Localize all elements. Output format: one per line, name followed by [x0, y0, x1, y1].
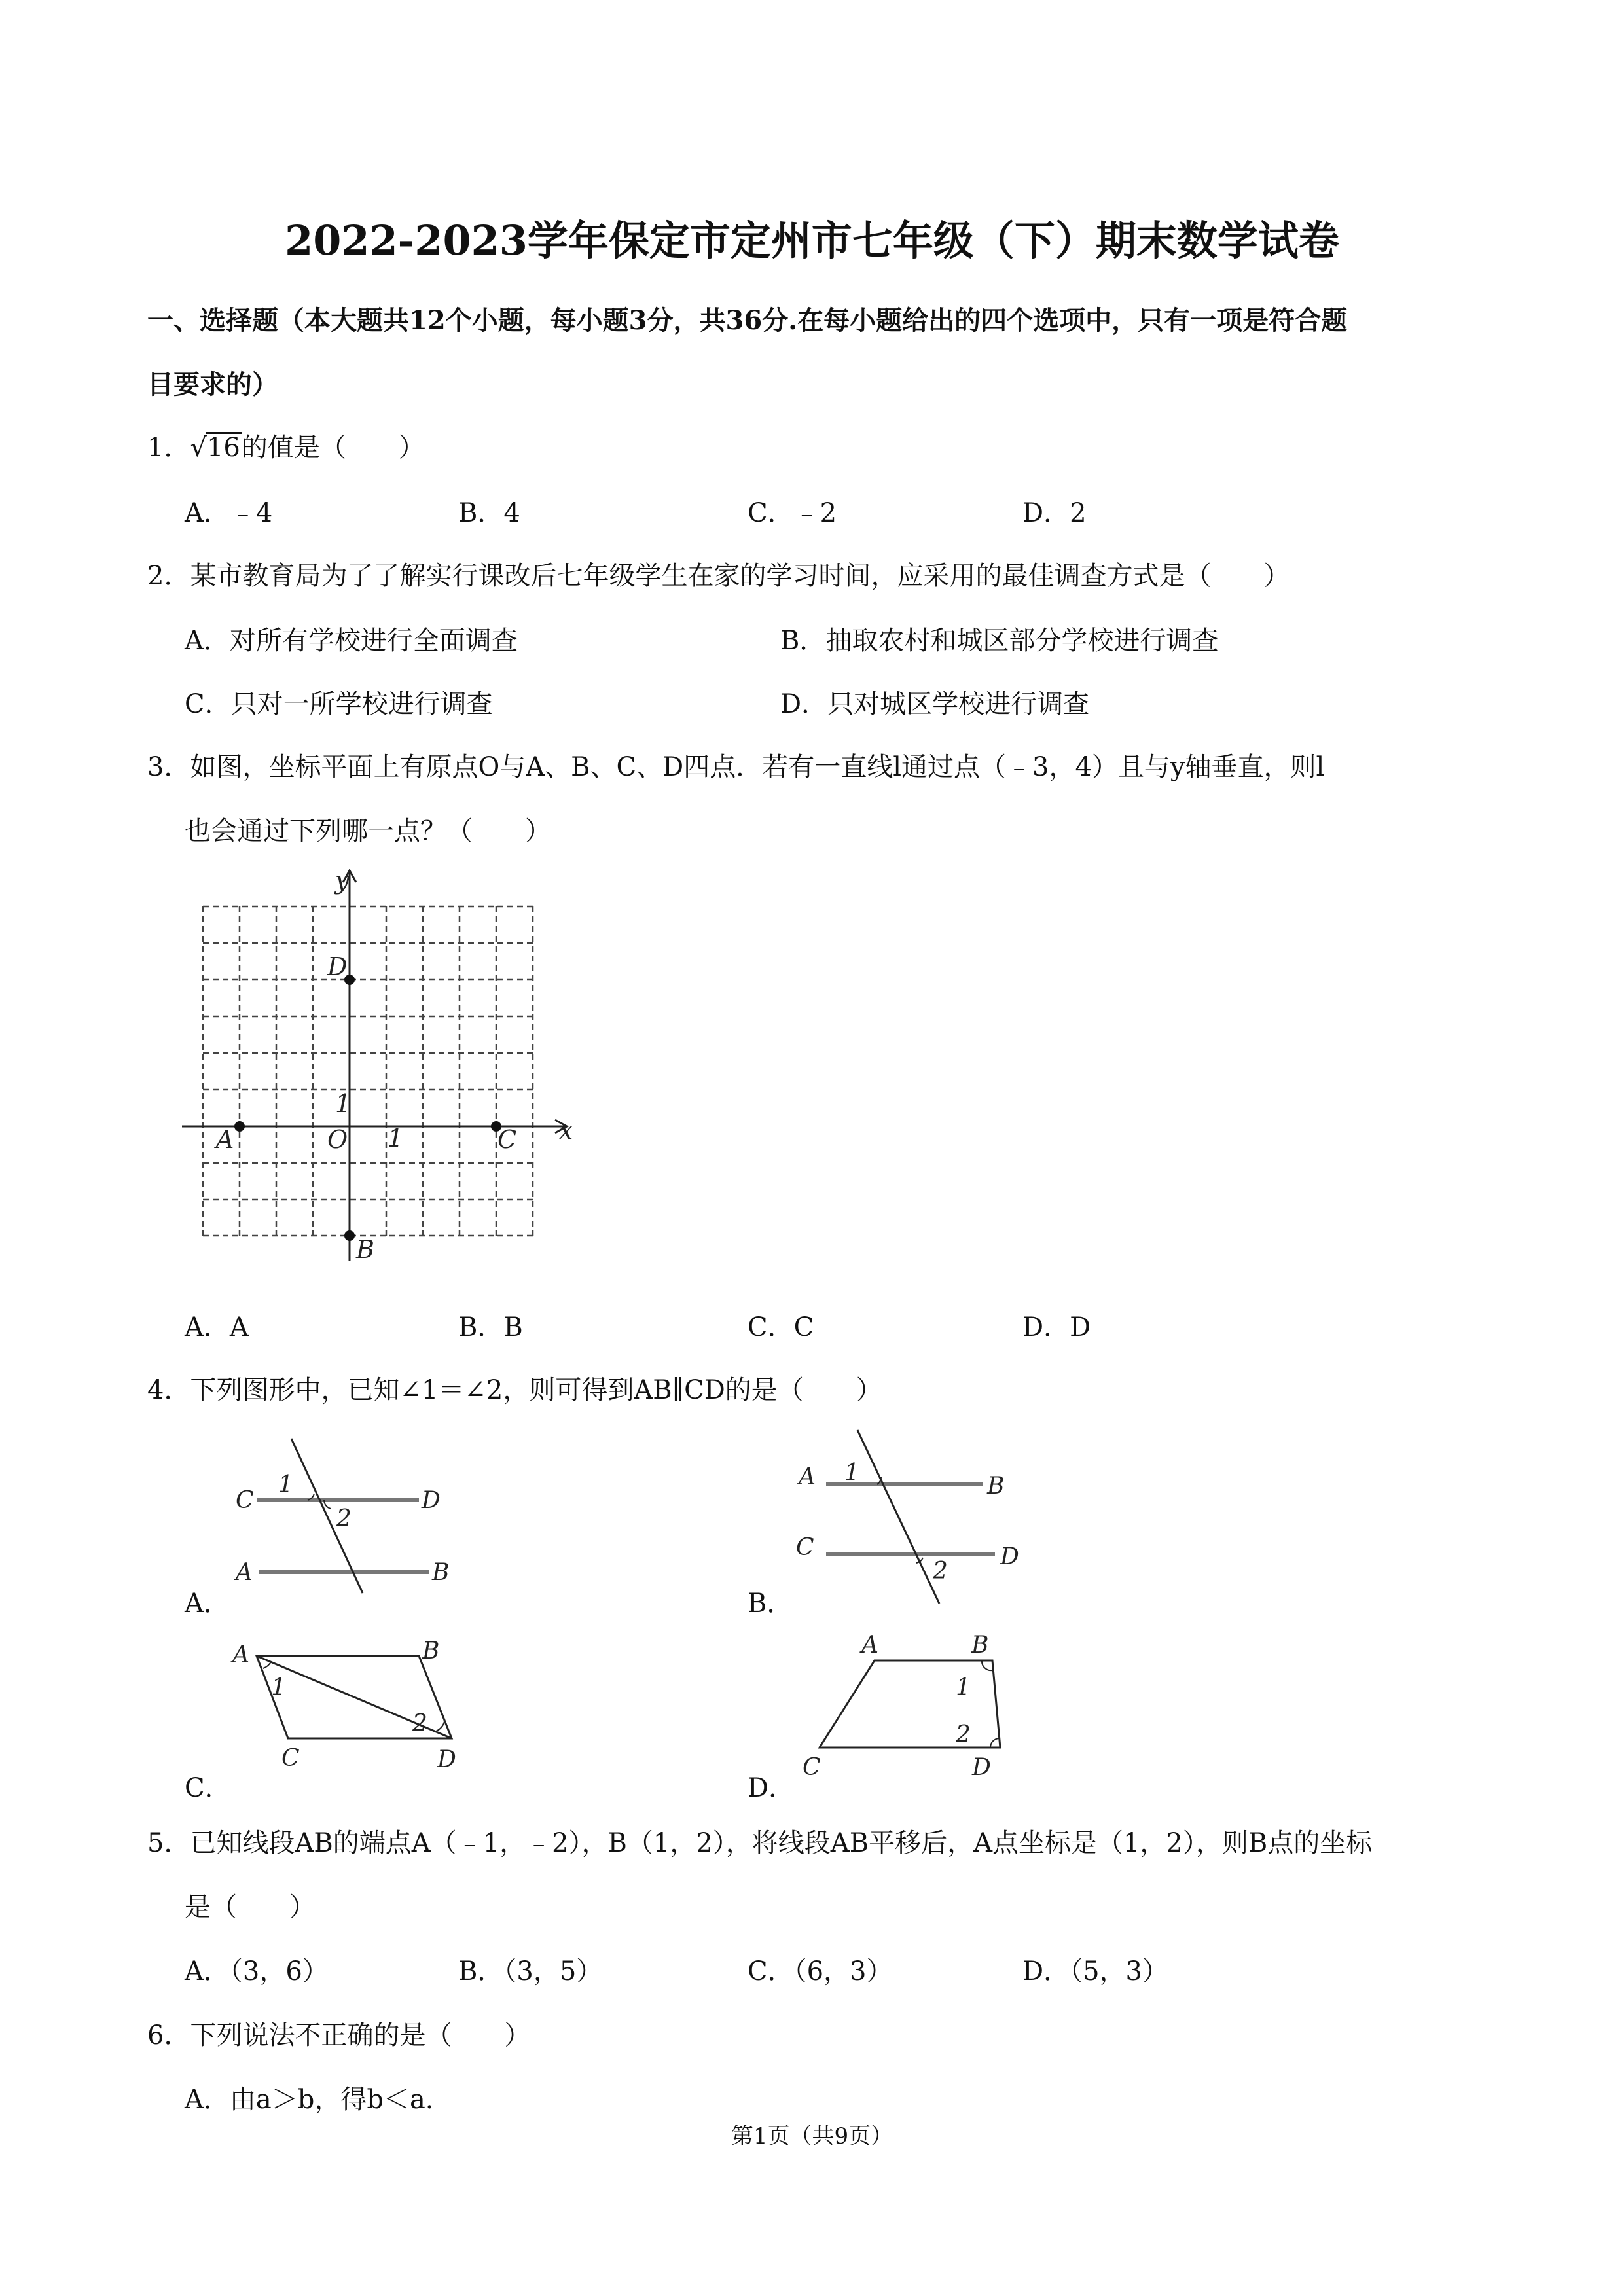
svg-text:A: A: [232, 1641, 249, 1668]
svg-text:A: A: [799, 1463, 816, 1490]
svg-text:C: C: [281, 1745, 300, 1772]
section-1-heading-line2: 目要求的）: [147, 369, 278, 400]
q4-option-a-label: A．: [185, 1588, 230, 1619]
q5-option-b: B．（3，5）: [458, 1956, 603, 1986]
question-5-line1: 5．已知线段AB的端点A（﹣1，﹣2），B（1，2），将线段AB平移后，A点坐标是（1，2），则B点的坐标: [147, 1828, 1373, 1858]
q2-option-b: B．抽取农村和城区部分学校进行调查: [780, 626, 1219, 656]
figure-a: [234, 1439, 449, 1593]
q1-option-c: C．﹣2: [748, 498, 837, 528]
q4-option-b-label: B．: [748, 1588, 793, 1619]
figure-c: [230, 1638, 456, 1773]
q5-option-c: C．（6，3）: [748, 1956, 893, 1986]
exam-title: 2022-2023学年保定市定州市七年级（下）期末数学试卷: [285, 217, 1339, 264]
q3-option-d: D．D: [1022, 1312, 1091, 1342]
label-x: x: [559, 1116, 573, 1145]
q1-option-b: B．4: [458, 498, 520, 528]
q2-option-c: C．只对一所学校进行调查: [185, 689, 493, 719]
svg-text:D: D: [437, 1746, 456, 1773]
svg-text:1: 1: [844, 1460, 859, 1486]
q4-option-d-label: D．: [748, 1773, 795, 1803]
svg-text:B: B: [432, 1559, 450, 1586]
label-one-y: 1: [335, 1089, 352, 1118]
question-2-stem: 2．某市教育局为了了解实行课改后七年级学生在家的学习时间，应采用的最佳调查方式是（ ）: [147, 561, 1290, 591]
label-one-x: 1: [388, 1124, 404, 1153]
sqrt-radicand: 16: [206, 433, 240, 463]
q2-option-d: D．只对城区学校进行调查: [780, 689, 1090, 719]
svg-text:A: A: [861, 1632, 878, 1659]
label-c: C: [497, 1125, 517, 1154]
q1-option-a: A．﹣4: [185, 498, 273, 528]
q1-option-d: D．2: [1022, 498, 1087, 528]
question-3-line2: 也会通过下列哪一点？（ ）: [185, 816, 551, 846]
q3-option-a: A．A: [185, 1312, 249, 1342]
svg-text:1: 1: [278, 1471, 293, 1498]
svg-text:2: 2: [336, 1505, 352, 1532]
figure-d: [803, 1632, 1000, 1781]
question-6-stem: 6．下列说法不正确的是（ ）: [147, 2020, 531, 2051]
svg-text:B: B: [422, 1638, 440, 1664]
svg-text:2: 2: [956, 1721, 971, 1748]
label-o: O: [327, 1125, 348, 1154]
svg-text:D: D: [972, 1754, 991, 1781]
svg-text:1: 1: [271, 1674, 286, 1701]
svg-text:D: D: [422, 1487, 441, 1514]
svg-text:A: A: [236, 1559, 253, 1586]
svg-text:2: 2: [412, 1710, 427, 1737]
svg-text:C: C: [803, 1754, 821, 1781]
q2-option-a: A．对所有学校进行全面调查: [185, 626, 518, 656]
label-b: B: [356, 1235, 374, 1264]
question-5-line2: 是（ ）: [185, 1892, 316, 1922]
svg-text:B: B: [987, 1473, 1005, 1499]
q4-option-c-label: C．: [185, 1773, 231, 1803]
q3-option-b: B．B: [458, 1312, 523, 1342]
svg-text:C: C: [796, 1534, 814, 1561]
question-3-line1: 3．如图，坐标平面上有原点O与A、B、C、D四点．若有一直线l通过点（﹣3，4）且与y轴垂直，则l: [147, 752, 1325, 782]
q5-option-a: A．（3，6）: [185, 1956, 329, 1986]
q6-option-a: A．由a＞b，得b＜a.: [185, 2085, 434, 2115]
label-y: y: [335, 866, 350, 895]
figure-b: [796, 1430, 1019, 1604]
question-1-stem: 1．√16的值是（ ）: [147, 433, 425, 463]
label-d: D: [327, 952, 348, 981]
page-footer: 第1页（共9页）: [731, 2123, 893, 2149]
section-1-heading-line1: 一、选择题（本大题共12个小题，每小题3分，共36分.在每小题给出的四个选项中，只有一项是符合题: [147, 305, 1348, 336]
sqrt-symbol: √: [190, 433, 207, 463]
label-a: A: [216, 1125, 234, 1154]
svg-text:B: B: [971, 1632, 989, 1659]
svg-text:2: 2: [933, 1558, 948, 1585]
svg-text:D: D: [1000, 1543, 1019, 1570]
q3-option-c: C．C: [748, 1312, 814, 1342]
svg-text:C: C: [236, 1487, 254, 1514]
question-4-stem: 4．下列图形中，已知∠1＝∠2，则可得到AB∥CD的是（ ）: [147, 1375, 882, 1405]
svg-text:1: 1: [956, 1674, 971, 1701]
q5-option-d: D．（5，3）: [1022, 1956, 1168, 1986]
